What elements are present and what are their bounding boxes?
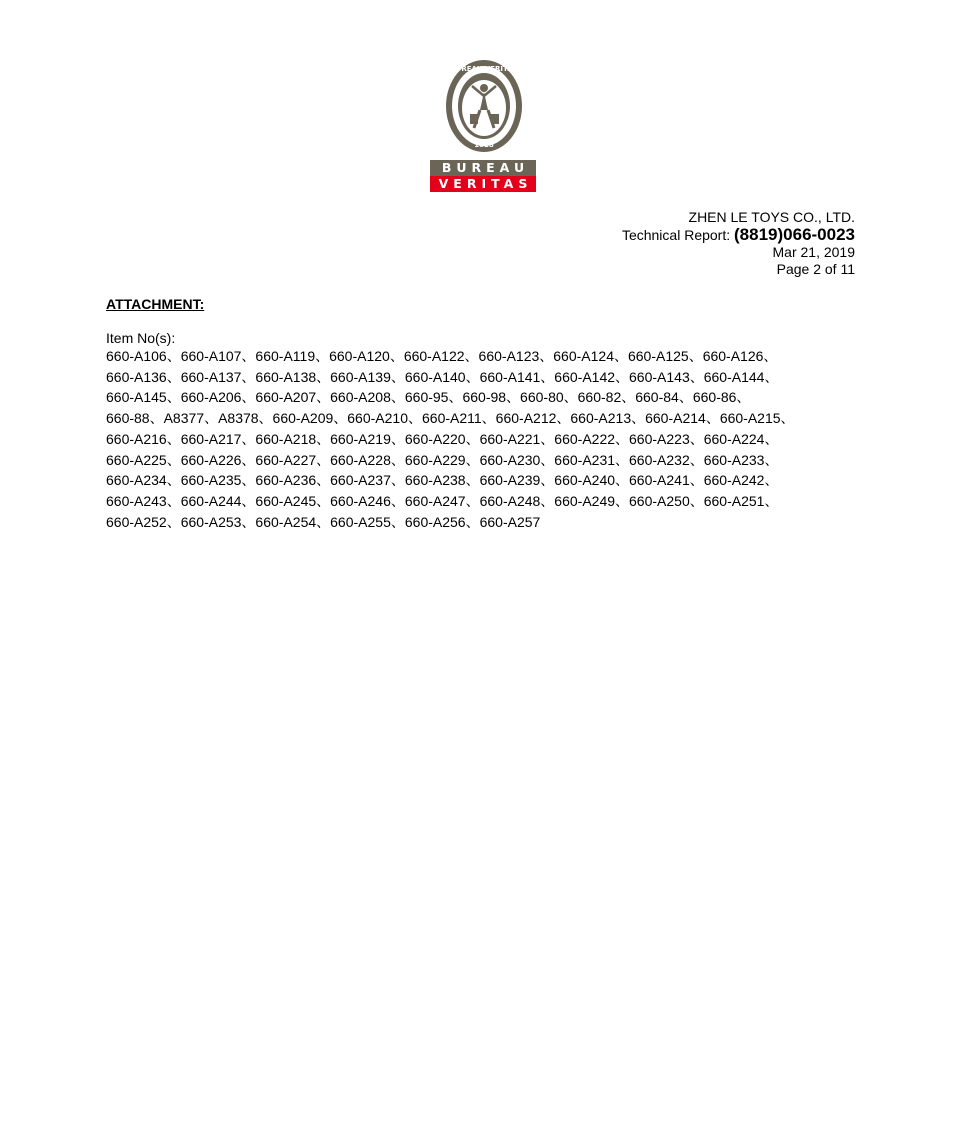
seal-emblem-icon bbox=[444, 58, 524, 154]
company-name: ZHEN LE TOYS CO., LTD. bbox=[688, 209, 855, 225]
wordmark-top: BUREAU bbox=[430, 160, 536, 176]
item-row: 660-A136、660-A137、660-A138、660-A139、660-A140、660-A141、660-A142、660-A143、660-A144、 bbox=[106, 368, 779, 385]
wordmark-bottom: VERITAS bbox=[430, 176, 536, 192]
item-list bbox=[106, 346, 846, 532]
report-line bbox=[622, 226, 855, 244]
item-row: 660-A216、660-A217、660-A218、660-A219、660-A220、660-A221、660-A222、660-A223、660-A224、 bbox=[106, 430, 779, 447]
item-row: 660-A243、660-A244、660-A245、660-A246、660-A247、660-A248、660-A249、660-A250、660-A251、 bbox=[106, 492, 779, 509]
item-row: 660-A234、660-A235、660-A236、660-A237、660-A238、660-A239、660-A240、660-A241、660-A242、 bbox=[106, 472, 779, 489]
bureau-veritas-logo bbox=[430, 58, 538, 192]
items-label: Item No(s): bbox=[106, 330, 176, 346]
item-row: 660-A225、660-A226、660-A227、660-A228、660-A229、660-A230、660-A231、660-A232、660-A233、 bbox=[106, 451, 779, 468]
item-row: 660-A145、660-A206、660-A207、660-A208、660-95、660-98、660-80、660-82、660-84、660-86、 bbox=[106, 389, 751, 406]
seal-text: BUREAU VERITAS bbox=[450, 65, 518, 73]
report-label: Technical Report: bbox=[621, 227, 735, 243]
page-indicator: Page 2 of 11 bbox=[776, 261, 855, 277]
item-row: 660-A252、660-A253、660-A254、660-A255、660-A256、660-A257 bbox=[106, 513, 541, 530]
report-header bbox=[622, 209, 855, 278]
seal-year: 1828 bbox=[474, 141, 494, 149]
report-date: Mar 21, 2019 bbox=[772, 244, 855, 260]
report-number: (8819)066-0023 bbox=[734, 225, 855, 244]
wordmark bbox=[430, 160, 536, 192]
item-row: 660-88、A8377、A8378、660-A209、660-A210、660-A211、660-A212、660-A213、660-A214、660-A215、 bbox=[106, 410, 795, 427]
item-row: 660-A106、660-A107、660-A119、660-A120、660-A122、660-A123、660-A124、660-A125、660-A126、 bbox=[106, 348, 778, 364]
attachment-title: ATTACHMENT: bbox=[106, 296, 205, 312]
